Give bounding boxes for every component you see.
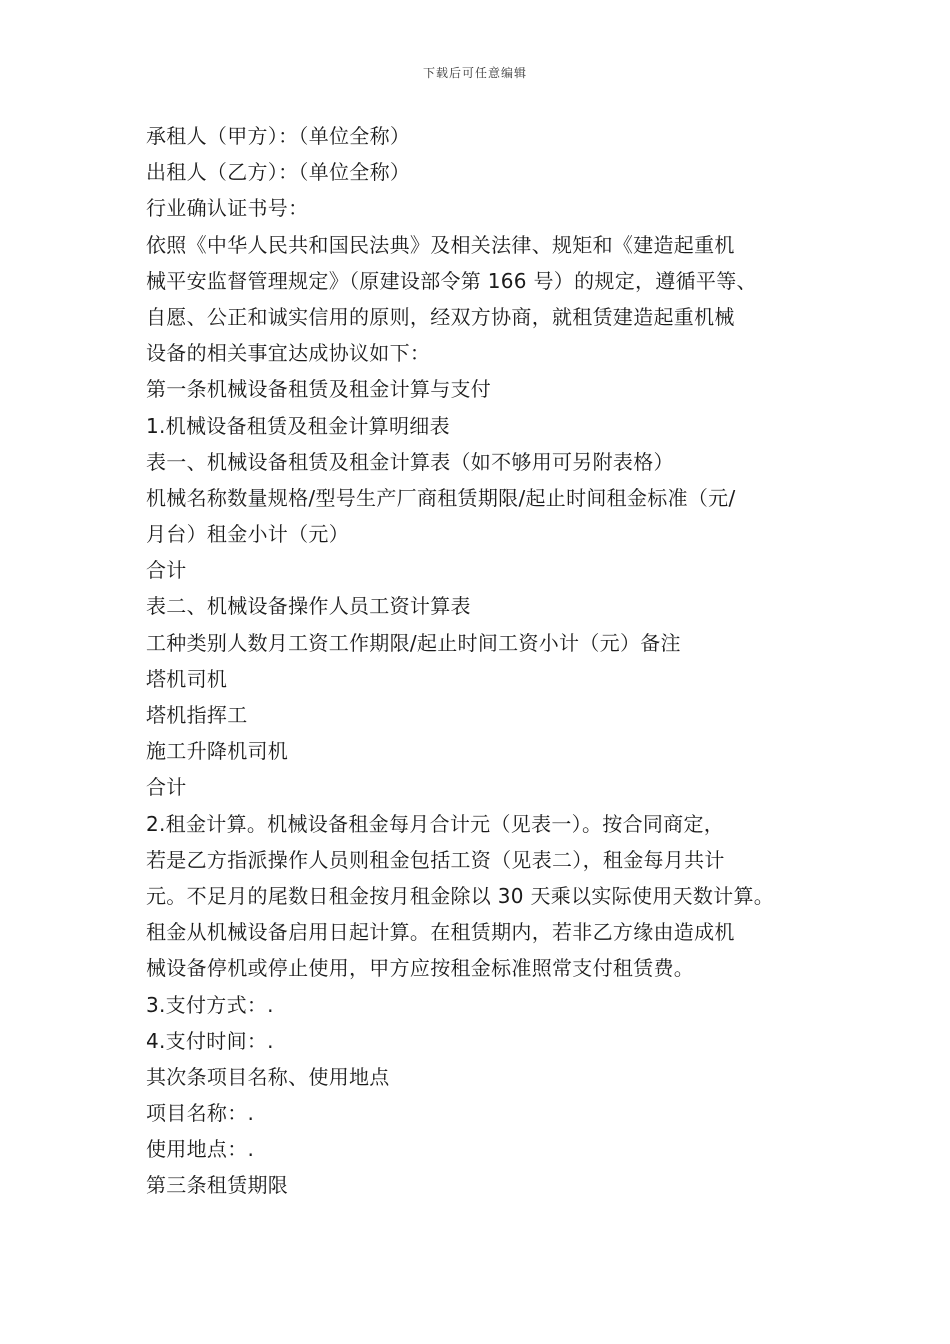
section-heading: 1.机械设备租赁及租金计算明细表 bbox=[146, 413, 450, 438]
preamble-line: 自愿、公正和诚实信用的原则，经双方协商，就租赁建造起重机械 bbox=[146, 304, 735, 329]
rent-calculation-line: 租金从机械设备启用日起计算。在租赁期内，若非乙方缘由造成机 bbox=[146, 920, 735, 945]
table-2-row: 塔机指挥工 bbox=[146, 703, 248, 727]
table-2-total: 合计 bbox=[146, 775, 187, 800]
preamble-line: 械平安监督管理规定》（原建设部令第 166 号）的规定，遵循平等、 bbox=[146, 268, 757, 293]
project-name-line: 项目名称：. bbox=[146, 1101, 255, 1126]
article-2-heading: 其次条项目名称、使用地点 bbox=[146, 1064, 390, 1089]
table-1-columns: 月台）租金小计（元） bbox=[146, 522, 349, 547]
page-header: 下载后可任意编辑 bbox=[422, 66, 527, 80]
document-body bbox=[146, 118, 836, 1204]
lessee-line: 承租人（甲方）：（单位全称） bbox=[146, 124, 411, 148]
article-3-heading: 第三条租赁期限 bbox=[146, 1173, 289, 1198]
payment-method-line: 3.支付方式：. bbox=[146, 992, 274, 1017]
lessor-line: 出租人（乙方）：（单位全称） bbox=[146, 160, 411, 185]
table-2-title: 表二、机械设备操作人员工资计算表 bbox=[146, 594, 471, 619]
rent-calculation-line: 若是乙方指派操作人员则租金包括工资（见表二），租金每月共计 bbox=[146, 847, 725, 872]
rent-calculation-line: 元。不足月的尾数日租金按月租金除以 30 天乘以实际使用天数计算。 bbox=[146, 883, 775, 908]
certificate-number-line: 行业确认证书号： bbox=[146, 196, 309, 221]
table-1-total: 合计 bbox=[146, 558, 187, 583]
table-2-row: 施工升降机司机 bbox=[146, 739, 289, 764]
preamble-line: 设备的相关事宜达成协议如下： bbox=[146, 341, 431, 366]
preamble-line: 依照《中华人民共和国民法典》及相关法律、规矩和《建造起重机 bbox=[146, 232, 735, 257]
table-2-columns: 工种类别人数月工资工作期限/起止时间工资小计（元）备注 bbox=[146, 630, 681, 655]
article-1-heading: 第一条机械设备租赁及租金计算与支付 bbox=[146, 377, 492, 402]
rent-calculation-line: 2.租金计算。机械设备租金每月合计元（见表一）。按合同商定， bbox=[146, 811, 725, 836]
usage-location-line: 使用地点：. bbox=[146, 1137, 255, 1162]
table-2-row: 塔机司机 bbox=[146, 666, 228, 691]
rent-calculation-line: 械设备停机或停止使用，甲方应按租金标准照常支付租赁费。 bbox=[146, 956, 695, 981]
payment-time-line: 4.支付时间：. bbox=[146, 1028, 274, 1053]
table-1-columns: 机械名称数量规格/型号生产厂商租赁期限/起止时间租金标准（元/ bbox=[146, 485, 736, 510]
table-1-title: 表一、机械设备租赁及租金计算表（如不够用可另附表格） bbox=[146, 449, 674, 474]
